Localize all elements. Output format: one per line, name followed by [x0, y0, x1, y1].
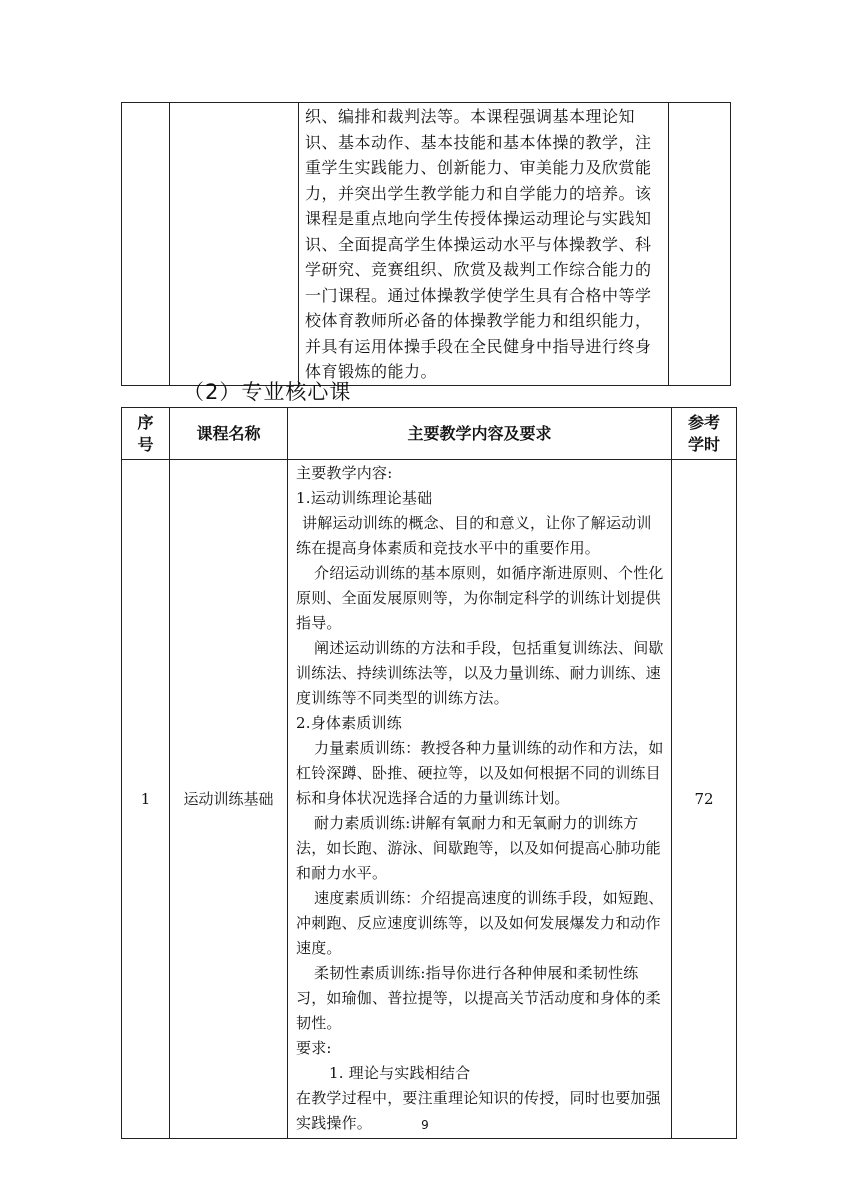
section-title: （2）专业核心课	[183, 380, 352, 404]
continuation-text: 织、编排和裁判法等。本课程强调基本理论知识、基本动作、基本技能和基本体操的教学，注重学生实践能力、创新能力、审美能力及欣赏能力，并突出学生教学能力和自学能力的培养。该课程是重点地向学生传授体操运动理论与实践知识、全面提高学生体操运动水平与体操教学、科学研究、竞赛组织、欣赏及裁判工作综合能力的一门课程。通过体操教学使学生具有合格中等学校体育教师所必备的体操教学能力和组织能力，并具有运用体操手段在全民健身中指导进行终身体育锻炼的能力。	[305, 107, 652, 381]
header-hours: 参考学时	[672, 408, 737, 460]
row-hours: 72	[672, 460, 737, 1139]
content-line: 力量素质训练：教授各种力量训练的动作和方法，如杠铃深蹲、卧推、硬拉等，以及如何根据不同的训练目标和身体状况选择合适的力量训练计划。	[296, 739, 664, 807]
content-line: 在教学过程中，要注重理论知识的传授，同时也要加强实践操作。	[296, 1089, 661, 1132]
content-line: 讲解运动训练的概念、目的和意义，让你了解运动训练在提高身体素质和竞技水平中的重要作用。	[296, 514, 652, 557]
header-content: 主要教学内容及要求	[288, 408, 672, 460]
content-line: 1.运动训练理论基础	[296, 489, 433, 507]
hours-cell	[669, 103, 731, 386]
header-row	[122, 408, 737, 460]
content-line: 柔韧性素质训练:指导你进行各种伸展和柔韧性练习，如瑜伽、普拉提等，以提高关节活动度和身体的柔韧性。	[296, 964, 661, 1032]
name-cell	[170, 103, 299, 386]
row-content	[288, 460, 672, 1139]
header-seq: 序号	[122, 408, 170, 460]
content-line: 阐述运动训练的方法和手段，包括重复训练法、间歇训练法、持续训练法等，以及力量训练、耐力训练、速度训练等不同类型的训练方法。	[296, 639, 664, 707]
row-course-name: 运动训练基础	[170, 460, 288, 1139]
content-line: 2.身体素质训练	[296, 714, 402, 732]
content-line: 耐力素质训练:讲解有氧耐力和无氧耐力的训练方法，如长跑、游泳、间歇跑等，以及如何提高心肺功能和耐力水平。	[296, 814, 661, 882]
content-line: 1. 理论与实践相结合	[329, 1064, 471, 1082]
header-name: 课程名称	[170, 408, 288, 460]
page-number: 9	[421, 1118, 429, 1132]
content-cell	[299, 103, 669, 386]
core-course-table	[121, 407, 737, 1139]
row-seq: 1	[122, 460, 170, 1139]
content-line: 要求:	[296, 1039, 332, 1057]
content-line: 介绍运动训练的基本原则，如循序渐进原则、个性化原则、全面发展原则等，为你制定科学的训练计划提供指导。	[296, 564, 664, 632]
continuation-row	[122, 103, 731, 386]
seq-cell	[122, 103, 170, 386]
content-line: 主要教学内容:	[296, 464, 393, 482]
content-line: 速度素质训练：介绍提高速度的训练手段，如短跑、冲刺跑、反应速度训练等，以及如何发展爆发力和动作速度。	[296, 889, 664, 957]
continuation-table	[121, 102, 731, 386]
table-row	[122, 460, 737, 1139]
